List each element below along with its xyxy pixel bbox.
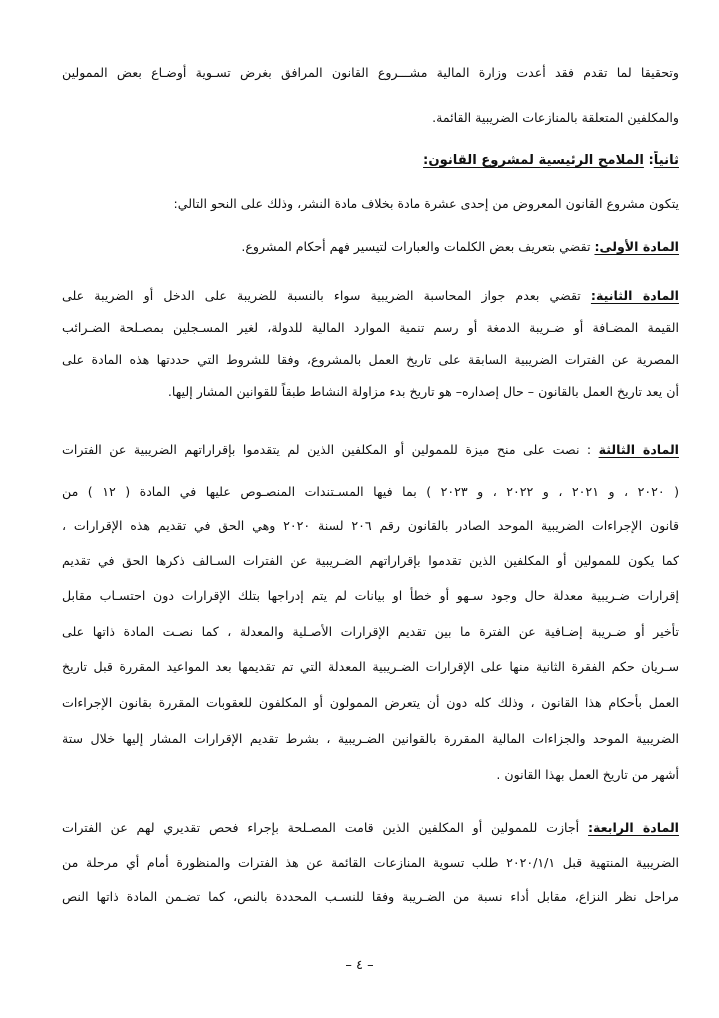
intro-line-1: وتحقيقا لما تقدم فقد أعدت وزارة المالية مشـــروع القانون المرافق بغرض تسـوية أوضـاع بعض الممولين xyxy=(62,65,679,80)
article-4-line-1 xyxy=(62,818,679,838)
article-3-line-9: الضريبية الموحد والجزاءات المالية المقررة بالقوانين الضـريبية ، بشرط تقديم الإقرارات المشار إليها خلال ستة xyxy=(62,731,679,746)
article-4-label: المادة الرابعة: xyxy=(587,820,679,835)
article-3-line-10: أشهر من تاريخ العمل بهذا القانون . xyxy=(496,767,679,782)
article-3-line-5: إقرارات ضـريبية معدلة حال وجود سـهو أو خطأ او بيانات لم يتم إدراجها بتلك الإقرارات دون احتسـاب مقابل xyxy=(62,588,679,603)
section-number: ثانياً xyxy=(653,153,679,168)
article-1-text: تقضي بتعريف بعض الكلمات والعبارات لتيسير فهم أحكام المشروع. xyxy=(241,239,595,254)
section-intro: يتكون مشروع القانون المعروض من إحدى عشرة مادة بخلاف مادة النشر، وذلك على النحو التالي: xyxy=(173,196,679,211)
article-3-line-3: قانون الإجراءات الضريبية الموحد الصادر بالقانون رقم ٢٠٦ لسنة ٢٠٢٠ وهي الحق في تقديم هذه الإقرارات ، xyxy=(62,518,679,533)
article-4-text-1: أجازت للممولين أو المكلفين الذين قامت المصـلحة بإجراء فحص تقديري لهم عن الفترات xyxy=(62,820,588,835)
section-title: الملامح الرئيسية لمشروع القانون: xyxy=(423,153,644,168)
intro-line-2: والمكلفين المتعلقة بالمنازعات الضريبية القائمة. xyxy=(432,110,679,125)
article-3-line-1 xyxy=(62,440,679,460)
article-3-text-1: : نصت على منح ميزة للممولين أو المكلفين الذين لم يتقدموا بإقراراتهم الضريبية عن الفترات xyxy=(62,442,599,457)
article-1-label: المادة الأولى: xyxy=(594,239,679,254)
section-separator: : xyxy=(643,153,654,168)
article-3-line-8: العمل بأحكام هذا القانون ، وذلك كله دون أن يتعرض الممولون أو المكلفون للعقوبات المقررة بقانون الإجراءات xyxy=(62,695,679,710)
article-2-text-1: تقضي بعدم جواز المحاسبة الضريبية سواء بالنسبة للضريبة على الدخل أو الضريبة على xyxy=(62,288,591,303)
article-3-line-7: سـريان حكم الفقرة الثانية منها على الإقرارات الضـريبية المعدلة التي تم تقديمها بعد المواعيد المقررة قبل تاريخ xyxy=(62,659,679,674)
article-3-line-6: تأخير أو ضـريبة إضـافية عن الفترة ما بين تقديم الإقرارات الأصـلية والمعدلة ، كما نصـت المادة ذاتها على xyxy=(62,624,679,639)
article-4-line-3: مراحل نظر النزاع، مقابل أداء نسبة من الضـريبة وفقا للنسـب المحددة بالنص، كما تضـمن المادة ذاتها النص xyxy=(62,889,679,904)
article-1-line-1 xyxy=(62,237,679,257)
section-heading xyxy=(62,151,679,171)
article-2-line-1 xyxy=(62,286,679,306)
article-2-line-3: المصرية عن الفترات الضريبية السابقة على تاريخ العمل بالمشروع، وفقا للشروط التي حددتها هذه المادة على xyxy=(62,352,679,367)
article-3-line-2: ( ٢٠٢٠ ، و ٢٠٢١ ، و ٢٠٢٢ ، و ٢٠٢٣ ) بما فيها المسـتندات المنصـوص عليها في المادة ( ١٢ ) من xyxy=(62,484,679,499)
article-3-label: المادة الثالثة xyxy=(598,442,679,457)
page-number: – ٤ – xyxy=(345,958,374,973)
article-2-line-4: أن يعد تاريخ العمل بالقانون – حال إصداره– هو تاريخ بدء مزاولة النشاط طبقاً للقوانين المشار إليها. xyxy=(167,384,679,399)
article-3-line-4: كما يكون للممولين أو المكلفين الذين تقدموا بإقراراتهم الضـريبية عن الفترات السـالف ذكرها الحق في تقديم xyxy=(62,553,679,568)
article-2-label: المادة الثانية: xyxy=(590,288,679,303)
article-2-line-2: القيمة المضـافة أو ضـريبة الدمغة أو رسم تنمية الموارد المالية للدولة، لغير المسـجلين بمصـلحة الضـرائب xyxy=(62,320,679,335)
article-4-line-2: الضريبية المنتهية قبل ٢٠٢٠/١/١ طلب تسوية المنازعات القائمة عن هذ الفترات والمنظورة أمام أي مرحلة من xyxy=(62,855,679,870)
